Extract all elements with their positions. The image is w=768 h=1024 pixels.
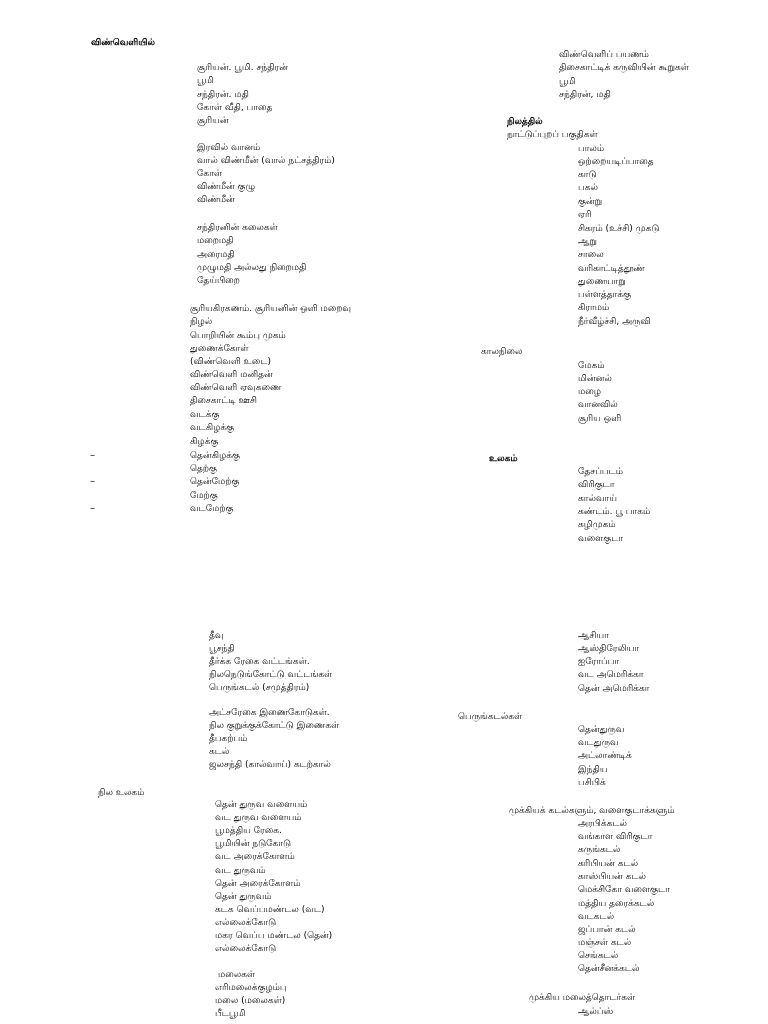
list-item: மலைகள் [218, 970, 256, 980]
list-item: நிழல் [190, 317, 213, 327]
list-item: அட்லாண்டிக் [578, 751, 632, 761]
list-item: தேசப்படம் [578, 467, 624, 477]
list-item: நில குறுக்குக்கோட்டு இணைகள் [209, 721, 340, 731]
list-item: நீர்வீழ்ச்சி, அருவி [578, 317, 651, 327]
list-item: மேற்கு [190, 491, 218, 501]
section-heading-weather: காலநிலை [481, 347, 523, 357]
list-item: தென் துருவம் [215, 892, 272, 902]
list-item: எல்லைக்கோடு [215, 918, 277, 928]
list-item: முழுமதி அல்லது நிறைமதி [197, 263, 307, 273]
list-item: வடகடல் [578, 912, 615, 922]
list-item: தென்சீனக்கடல் [578, 964, 640, 974]
list-item: வானவில் [578, 400, 618, 410]
list-item: ஆஸ்திரேலியா [578, 644, 640, 654]
list-item: இந்திய [578, 765, 608, 775]
list-item: வளைகுடா [578, 534, 624, 544]
dash-marker: – [90, 503, 95, 514]
section-subheading-countryside: நாட்டுப்புறப் பகுதிகள் [507, 130, 598, 140]
list-item: தீவு [209, 631, 224, 641]
list-item: துணைக்கோள் [190, 344, 249, 354]
list-item: சூரியகிரகணம். சூரியனின் ஒளி மறைவு [190, 304, 352, 314]
list-item: தென் துருவ வளையம் [215, 800, 308, 810]
list-item: கோள் [197, 169, 222, 179]
list-item: கருங்கடல் [578, 845, 621, 855]
list-item: பகல் [578, 183, 598, 193]
list-item: வடதுருவ [578, 738, 619, 748]
list-item: சந்திரன். மதி [197, 90, 249, 100]
dash-marker: – [90, 476, 95, 487]
section-heading-seas: முக்கியக் கடல்களும், வளைகுடாக்களும் [509, 806, 675, 816]
list-item: பள்ளத்தாக்கு [578, 290, 632, 300]
list-item: பீடபூமி [215, 1009, 246, 1019]
list-item: மழை [578, 387, 602, 397]
list-item: கோள் வீதி, பாதை [197, 103, 273, 113]
section-heading-land: நிலத்தில் [507, 117, 543, 127]
list-item: வால் விண்மீன் (வால் நட்சத்திரம்) [197, 156, 335, 166]
list-item: பெருங்கடல் (சமுத்திரம்) [209, 683, 310, 693]
list-item: சூரிய ஒளி [578, 414, 622, 424]
list-item: காடு [578, 170, 597, 180]
list-item: செங்கடல் [578, 951, 619, 961]
list-item: பூமியின் நடுகோடு [215, 839, 291, 849]
list-item: சந்திரன், மதி [559, 90, 611, 100]
list-item: காஸ்பியன் கடல் [578, 872, 647, 882]
list-item: ஜப்பான் கடல் [578, 925, 636, 935]
section-heading-ranges: முக்கிய மலைத்தொடர்கள் [529, 993, 636, 1003]
list-item: விரிகுடா [578, 480, 615, 490]
list-item: மகர வெப்ப மண்டல (தென்) [215, 931, 333, 941]
list-item: ஐரோப்பா [578, 657, 620, 667]
list-item: கடக வெப்பமண்டல (வட) [215, 905, 325, 915]
list-item: பொறியின் கூம்பு முகம் [190, 331, 286, 341]
list-item: கிழக்கு [190, 437, 219, 447]
list-item: திசைகாட்டி ஊசி [190, 396, 257, 406]
list-item: சூரியன் [197, 116, 229, 126]
list-item: மின்னல் [578, 374, 612, 384]
list-item: வடக்கு [190, 410, 220, 420]
list-item: தென் அமெரிக்கா [578, 684, 650, 694]
list-item: மலை (மலைகள்) [215, 996, 286, 1006]
list-item: சாலை [578, 250, 604, 260]
list-item: தீர்க்க ரேகை வட்டங்கள். [209, 657, 310, 667]
list-item: கழிமுகம் [578, 520, 616, 530]
list-item: தென்கிழக்கு [190, 451, 240, 461]
list-item: பூமி [559, 77, 576, 87]
list-item: வட அமெரிக்கா [578, 670, 644, 680]
list-item: ஆசியா [578, 631, 609, 641]
list-item: எரிமலைக்குழம்பு [215, 983, 287, 993]
list-item: தீபகற்பம் [209, 734, 248, 744]
list-item: மறைமதி [197, 236, 234, 246]
list-item: சந்திரனின் கலைகள் [197, 223, 278, 233]
list-item: கண்டம். பூ பாகம் [578, 507, 651, 517]
list-item: பூமத்திய ரேகை. [215, 826, 282, 836]
list-item: கரிபியன் கடல் [578, 859, 639, 869]
section-heading-space: விண்வெளியில் [91, 38, 155, 48]
list-item: கடல் [209, 747, 230, 757]
list-item: துணையாறு [578, 277, 626, 287]
list-item: பசிபிக் [578, 778, 606, 788]
list-item: வடகிழக்கு [190, 423, 235, 433]
list-item: சூரியன். பூமி. சந்திரன் [197, 63, 288, 73]
list-item: வட துருவ வளையம் [215, 813, 302, 823]
list-item: வங்காள விரிகுடா [578, 832, 653, 842]
list-item: விண்வெளி மனிதன் [190, 370, 273, 380]
list-item: மத்திய தரைக்கடல் [578, 899, 655, 909]
list-item: மெக்சிகோ வளைகுடா [578, 885, 670, 895]
list-item: (விண்வெளி உடை) [190, 357, 271, 367]
list-item: தேய்பிறை [197, 276, 240, 286]
list-item: அரைமதி [197, 250, 235, 260]
list-item: தென்மேற்கு [190, 477, 240, 487]
list-item: விண்வெளி ஏவுகணை [190, 383, 282, 393]
list-item: விண்மீன் குழு [197, 182, 256, 192]
list-item: இரவில் வானம் [197, 143, 261, 153]
list-item: விண்வெளிப் பயணம் [559, 50, 649, 60]
list-item: ஜலசந்தி (கால்வாய்) கடற்கால் [209, 760, 331, 770]
section-heading-earth: நில உலகம் [98, 788, 145, 798]
list-item: நிலநெடுங்கோட்டு வட்டங்கள் [209, 670, 333, 680]
section-heading-world: உலகம் [489, 454, 518, 464]
list-item: குன்று [578, 197, 603, 207]
list-item: வரிகாட்டித்தூண் [578, 264, 645, 274]
list-item: ஏரி [578, 210, 592, 220]
list-item: பூசந்தி [209, 644, 235, 654]
section-heading-oceans: பெருங்கடல்கள் [458, 712, 523, 722]
list-item: ஆறு [578, 237, 597, 247]
list-item: எல்லைக்கோடு [215, 944, 277, 954]
list-item: திசைகாட்டிக் கருவியின் கூறுகள் [559, 63, 689, 73]
list-item: விண்மீன் [197, 195, 235, 205]
list-item: தெற்கு [190, 464, 217, 474]
list-item: ஆல்ப்ஸ் [578, 1007, 614, 1017]
list-item: தென்துருவ [578, 725, 625, 735]
list-item: பாலம் [578, 144, 605, 154]
list-item: அட்சரேகை இணைகோடுகள். [209, 708, 330, 718]
list-item: பூமி [197, 76, 214, 86]
list-item: வட துருவம் [215, 866, 266, 876]
list-item: சிகரம் (உச்சி) முகடு [578, 224, 660, 234]
list-item: கால்வாய் [578, 494, 617, 504]
list-item: ஒற்றையடிப்பாதை [578, 157, 654, 167]
list-item: கிராமம் [578, 303, 610, 313]
list-item: அரபிக்கடல் [578, 819, 628, 829]
list-item: மேகம் [578, 361, 605, 371]
list-item: மஞ்சள் கடல் [578, 938, 632, 948]
list-item: தென் அரைக்கோளம் [215, 879, 301, 889]
list-item: வட அரைக்கோளம் [215, 852, 295, 862]
list-item: வடமேற்கு [190, 504, 234, 514]
dash-marker: – [90, 450, 95, 461]
